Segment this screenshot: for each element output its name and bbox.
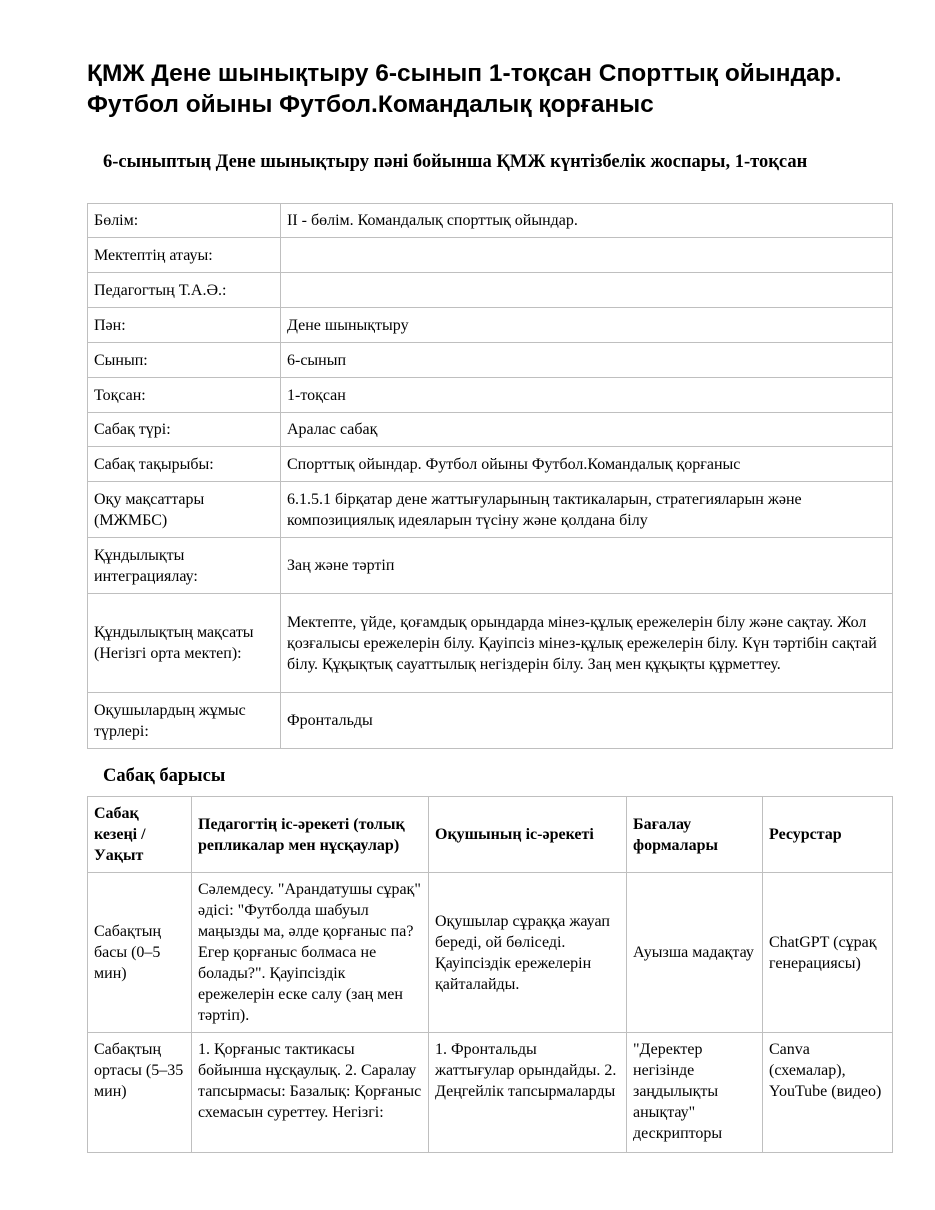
info-row <box>88 538 893 594</box>
student-actions-cell: Оқушылар сұраққа жауап береді, ой бөліседі. Қауіпсіздік ережелерін қайталайды. <box>429 873 627 1033</box>
info-row <box>88 204 893 238</box>
info-value: Заң және тәртіп <box>281 538 893 594</box>
lesson-header-row <box>88 797 893 873</box>
info-row <box>88 238 893 273</box>
header-assessment: Бағалау формалары <box>627 797 763 873</box>
info-key: Құндылықтың мақсаты (Негізгі орта мектеп): <box>88 594 281 693</box>
plan-subtitle: 6-сыныптың Дене шынықтыру пәні бойынша ҚМЖ күнтізбелік жоспары, 1-тоқсан <box>103 152 808 172</box>
info-key: Педагогтың Т.А.Ә.: <box>88 273 281 308</box>
info-value: Спорттық ойындар. Футбол ойыны Футбол.Командалық қорғаныс <box>281 447 893 482</box>
header-teacher-actions: Педагогтің іс-әрекеті (толық репликалар мен нұсқаулар) <box>192 797 429 873</box>
info-key: Оқушылардың жұмыс түрлері: <box>88 693 281 749</box>
header-stage: Сабақ кезеңі / Уақыт <box>88 797 192 873</box>
stage-cell: Сабақтың ортасы (5–35 мин) <box>88 1033 192 1153</box>
assessment-cell: Ауызша мадақтау <box>627 873 763 1033</box>
info-value <box>281 273 893 308</box>
info-key: Құндылықты интеграциялау: <box>88 538 281 594</box>
header-resources: Ресурстар <box>763 797 893 873</box>
info-value: Фронтальды <box>281 693 893 749</box>
info-value <box>281 238 893 273</box>
header-student-actions: Оқушының іс-әрекеті <box>429 797 627 873</box>
info-row <box>88 343 893 378</box>
info-row <box>88 273 893 308</box>
resources-cell: ChatGPT (сұрақ генерациясы) <box>763 873 893 1033</box>
info-value: 6-сынып <box>281 343 893 378</box>
teacher-actions-cell: Сәлемдесу. "Арандатушы сұрақ" әдісі: "Футболда шабуыл маңызды ма, әлде қорғаныс па? Егер қорғаныс болмаса не болады?". Қауіпсіздік ережелерін еске салу (заң мен тәртіп). <box>192 873 429 1033</box>
lesson-row <box>88 1033 893 1153</box>
info-value: Мектепте, үйде, қоғамдық орындарда мінез-құлық ережелерін білу және сақтау. Жол қозғалысы ережелерін білу. Қауіпсіз мінез-құлық ережелерін білу. Күн тәртібін сақтай білу. Құқықтық сауаттылық негіздерін білу. Заң мен құқықты құрметтеу. <box>281 594 893 693</box>
info-key: Оқу мақсаттары (МЖМБС) <box>88 482 281 538</box>
info-value: Аралас сабақ <box>281 413 893 447</box>
info-key: Бөлім: <box>88 204 281 238</box>
info-row <box>88 413 893 447</box>
info-key: Сабақ түрі: <box>88 413 281 447</box>
info-value: ІІ - бөлім. Командалық спорттық ойындар. <box>281 204 893 238</box>
lesson-flow-table <box>87 796 893 1153</box>
info-row <box>88 693 893 749</box>
info-value: 6.1.5.1 бірқатар дене жаттығуларының тактикаларын, стратегияларын және композициялық идеяларын түсіну және қолдана білу <box>281 482 893 538</box>
info-key: Тоқсан: <box>88 378 281 413</box>
info-value: 1-тоқсан <box>281 378 893 413</box>
info-row <box>88 482 893 538</box>
section-title-lesson-flow: Сабақ барысы <box>103 766 226 786</box>
info-row <box>88 378 893 413</box>
info-row <box>88 594 893 693</box>
lesson-row <box>88 873 893 1033</box>
resources-cell: Canva (схемалар), YouTube (видео) <box>763 1033 893 1153</box>
info-key: Пән: <box>88 308 281 343</box>
teacher-actions-cell: 1. Қорғаныс тактикасы бойынша нұсқаулық. 2. Саралау тапсырмасы: Базалық: Қорғаныс схемасын суреттеу. Негізгі: <box>192 1033 429 1153</box>
info-value: Дене шынықтыру <box>281 308 893 343</box>
assessment-cell: "Деректер негізінде заңдылықты анықтау" дескрипторы <box>627 1033 763 1153</box>
student-actions-cell: 1. Фронтальды жаттығулар орындайды. 2. Деңгейлік тапсырмаларды <box>429 1033 627 1153</box>
document-title: ҚМЖ Дене шынықтыру 6-сынып 1-тоқсан Спорттық ойындар. Футбол ойыны Футбол.Командалық қорғаныс <box>87 60 842 118</box>
info-row <box>88 308 893 343</box>
info-key: Сабақ тақырыбы: <box>88 447 281 482</box>
stage-cell: Сабақтың басы (0–5 мин) <box>88 873 192 1033</box>
info-key: Мектептің атауы: <box>88 238 281 273</box>
info-key: Сынып: <box>88 343 281 378</box>
info-row <box>88 447 893 482</box>
lesson-info-table <box>87 203 893 749</box>
